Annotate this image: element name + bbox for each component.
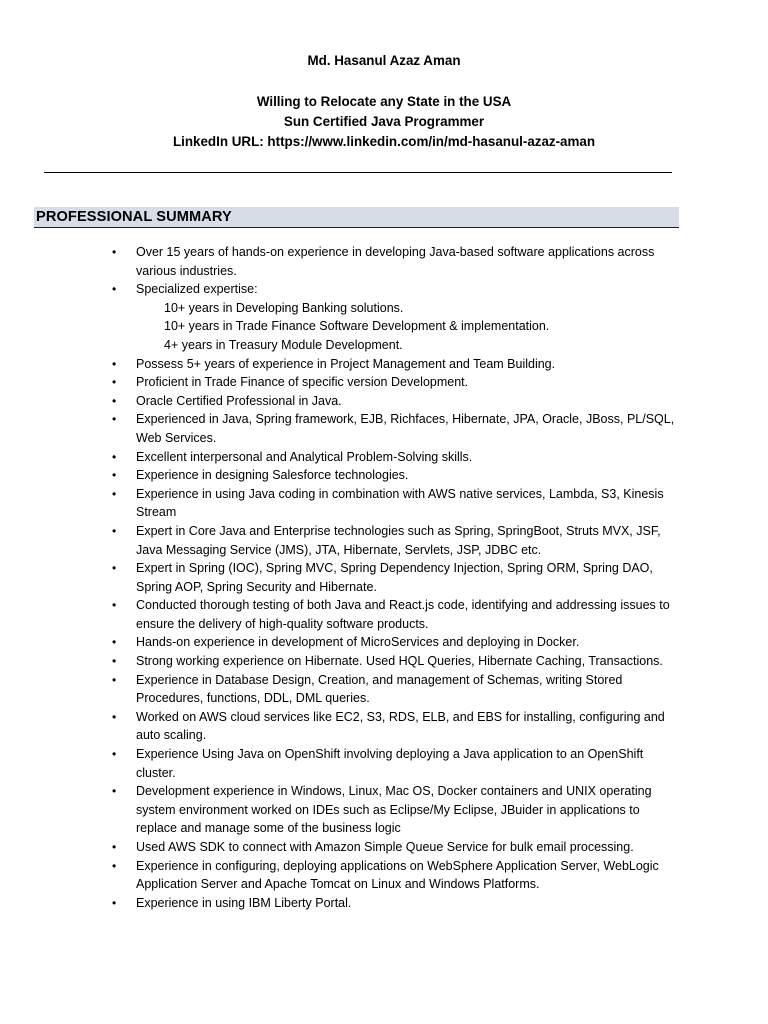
list-item-text: Used AWS SDK to connect with Amazon Simple Queue Service for bulk email processing.: [136, 840, 634, 854]
list-item: [112, 355, 682, 374]
resume-header: [0, 51, 768, 152]
candidate-name: Md. Hasanul Azaz Aman: [307, 53, 461, 68]
bullet-icon: •: [112, 375, 117, 390]
sub-list-item: [112, 317, 682, 336]
list-item-text: Experience in Database Design, Creation, and management of Schemas, writing Stored Procedures, functions, DDL, DML queries.: [136, 672, 623, 706]
list-item: [112, 652, 682, 671]
list-item-text: Oracle Certified Professional in Java.: [136, 393, 342, 408]
list-item-text: Strong working experience on Hibernate. Used HQL Queries, Hibernate Caching, Transactions.: [136, 654, 663, 669]
list-item-text: Experience in using IBM Liberty Portal.: [136, 895, 352, 910]
bullet-icon: •: [112, 393, 117, 408]
list-item-text: Expert in Spring (IOC), Spring MVC, Spring Dependency Injection, Spring ORM, Spring DAO, Spring AOP, Spring Security and Hibernate.: [136, 561, 653, 594]
list-item: [112, 671, 682, 708]
list-item-text: Possess 5+ years of experience in Project Management and Team Building.: [136, 356, 556, 371]
list-item: [112, 708, 682, 745]
bullet-icon: •: [112, 356, 117, 371]
bullet-icon: •: [112, 468, 117, 483]
list-item: [112, 782, 682, 838]
list-item-text: Conducted thorough testing of both Java and React.js code, identifying and addressing issues to ensure the delivery of high-quality software products.: [136, 598, 670, 631]
list-item: [112, 373, 682, 392]
bullet-icon: •: [112, 709, 117, 724]
list-item: [112, 894, 682, 913]
list-item: [112, 522, 682, 559]
list-item-text: 4+ years in Treasury Module Development.: [164, 337, 403, 352]
sub-list-item: [112, 336, 682, 355]
list-item-text: Experience in designing Salesforce technologies.: [136, 468, 409, 483]
list-item: [112, 838, 682, 857]
sub-list-item: [112, 299, 682, 318]
list-item-text: Experience in configuring, deploying applications on WebSphere Application Server, WebLogic Application Server and Apache Tomcat on Linux and Windows Platforms.: [136, 858, 659, 892]
bullet-icon: •: [112, 672, 117, 687]
certification-note: Sun Certified Java Programmer: [283, 114, 485, 129]
list-item-text: Experience in using Java coding in combination with AWS native services, Lambda, S3, Kinesis Stream: [136, 486, 664, 520]
section-title: PROFESSIONAL SUMMARY: [36, 209, 232, 225]
list-item: [112, 485, 682, 522]
relocation-note: Willing to Relocate any State in the USA: [256, 94, 512, 109]
list-item: [112, 466, 682, 485]
list-item-text: Development experience in Windows, Linux, Mac OS, Docker containers and UNIX operating system environment worked on IDEs such as Eclipse/My Eclipse, JBuider in applications to replace and manage some of the business logic: [136, 784, 652, 836]
list-item: [112, 243, 682, 280]
list-item: [112, 596, 682, 633]
bullet-icon: •: [112, 598, 117, 613]
bullet-icon: •: [112, 895, 117, 910]
linkedin-url[interactable]: LinkedIn URL: https://www.linkedin.com/in/md-hasanul-azaz-aman: [172, 134, 596, 149]
list-item: [112, 857, 682, 894]
bullet-icon: •: [112, 412, 117, 427]
bullet-icon: •: [112, 561, 117, 576]
list-item-text: Expert in Core Java and Enterprise technologies such as Spring, SpringBoot, Struts MVX, JSF, Java Messaging Service (JMS), JTA, Hibernate, Servlets, JSP, JDBC etc.: [136, 523, 661, 557]
list-item: [112, 633, 682, 652]
bullet-icon: •: [112, 858, 117, 873]
list-item-text: Over 15 years of hands-on experience in developing Java-based software applications across various industries.: [136, 245, 655, 278]
list-item: [112, 410, 682, 447]
summary-list: [112, 243, 682, 912]
list-item-text: Experienced in Java, Spring framework, EJB, Richfaces, Hibernate, JPA, Oracle, JBoss, PL/SQL, Web Services.: [136, 412, 675, 445]
list-item: [112, 280, 682, 299]
bullet-icon: •: [112, 840, 117, 854]
bullet-icon: •: [112, 784, 117, 799]
list-item: [112, 559, 682, 596]
list-item-text: Specialized expertise:: [136, 282, 258, 297]
list-item-text: Hands-on experience in development of MicroServices and deploying in Docker.: [136, 635, 580, 650]
bullet-icon: •: [112, 486, 117, 501]
bullet-icon: •: [112, 635, 117, 650]
list-item-text: 10+ years in Trade Finance Software Development & implementation.: [164, 319, 550, 334]
bullet-icon: •: [112, 449, 117, 464]
list-item: [112, 392, 682, 411]
list-item: [112, 448, 682, 467]
list-item-text: Experience Using Java on OpenShift involving deploying a Java application to an OpenShift cluster.: [136, 747, 644, 780]
list-item-text: Excellent interpersonal and Analytical Problem-Solving skills.: [136, 449, 473, 464]
header-divider: [44, 172, 672, 173]
bullet-icon: •: [112, 654, 117, 669]
list-item: [112, 745, 682, 782]
bullet-icon: •: [112, 747, 117, 762]
bullet-icon: •: [112, 523, 117, 538]
section-header-bar: [34, 207, 679, 228]
header-spacer: [0, 71, 768, 92]
list-item-text: 10+ years in Developing Banking solutions.: [164, 300, 404, 315]
list-item-text: Proficient in Trade Finance of specific version Development.: [136, 375, 469, 390]
bullet-icon: •: [112, 245, 117, 259]
list-item-text: Worked on AWS cloud services like EC2, S3, RDS, ELB, and EBS for installing, configuring and auto scaling.: [136, 709, 665, 743]
bullet-icon: •: [112, 282, 117, 297]
